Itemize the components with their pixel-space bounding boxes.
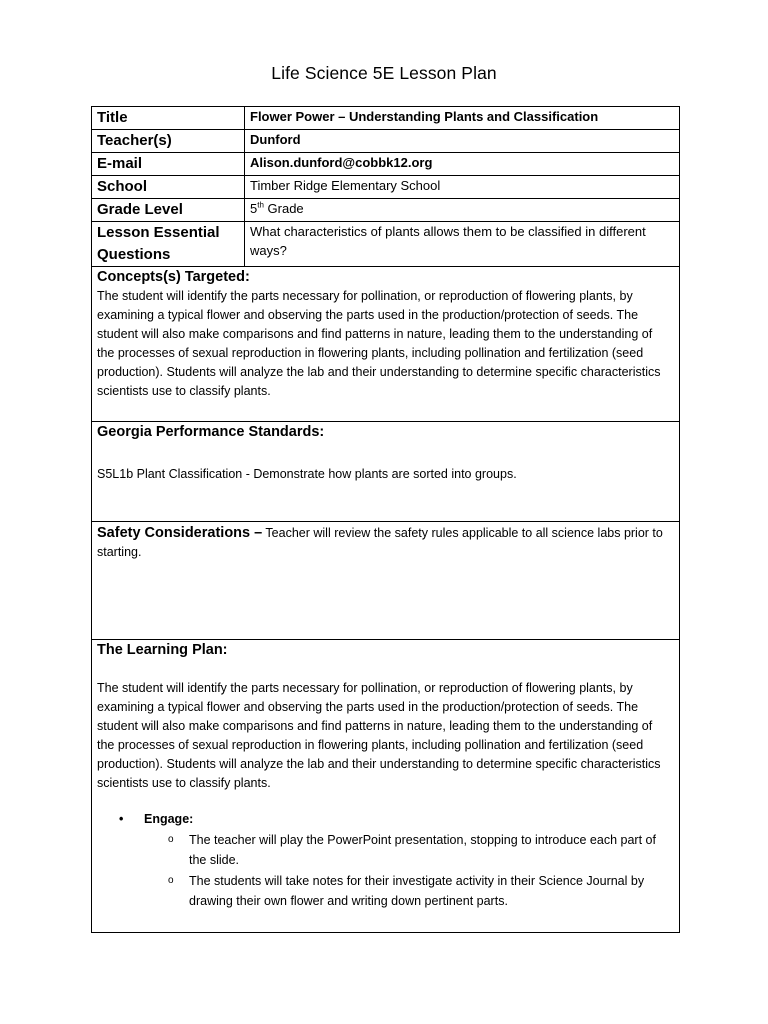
table-row-essential-questions xyxy=(92,222,680,267)
list-item xyxy=(97,871,679,912)
engage-item-text: The students will take notes for their investigate activity in their Science Journal by drawing their own flower and writing down pertinent parts. xyxy=(189,873,645,908)
row-value-essential-questions: What characteristics of plants allows them to be classified in different ways? xyxy=(245,222,680,267)
engage-item-text: The teacher will play the PowerPoint presentation, stopping to introduce each part of the slide. xyxy=(189,832,656,867)
document-title: Life Science 5E Lesson Plan xyxy=(271,63,497,83)
engage-label: Engage: xyxy=(144,812,194,826)
row-value-school: Timber Ridge Elementary School xyxy=(245,176,680,199)
safety-heading: Safety Considerations – xyxy=(97,525,263,541)
grade-word: Grade xyxy=(263,201,304,216)
standards-heading: Georgia Performance Standards: xyxy=(97,424,325,440)
circle-bullet-icon: o xyxy=(168,833,174,845)
section-concepts xyxy=(92,267,680,422)
concepts-heading: Concepts(s) Targeted: xyxy=(97,269,250,285)
learning-plan-heading: The Learning Plan: xyxy=(97,642,228,658)
standards-text: S5L1b Plant Classification - Demonstrate how plants are sorted into groups. xyxy=(97,467,517,481)
row-value-grade xyxy=(245,199,680,222)
row-label: E-mail xyxy=(92,153,245,176)
row-label: Title xyxy=(92,107,245,130)
table-row-teacher xyxy=(92,130,680,153)
learning-plan-text: The student will identify the parts necessary for pollination, or reproduction of flowering plants, by examining a typical flower and observing the parts used in the production/protection of seeds. The student will also make comparisons and find patterns in nature, leading them to the understanding of the processes of sexual reproduction in flowering plants, including pollination and fertilization (seed production). Students will analyze the lab and their understanding to determine specific characteristics scientists use to classify plants. xyxy=(97,681,661,790)
table-row-email xyxy=(92,153,680,176)
section-safety xyxy=(92,522,680,640)
row-value-lesson-title: Flower Power – Understanding Plants and Classification xyxy=(245,107,680,130)
grade-suffix: th xyxy=(257,200,264,210)
list-item-engage xyxy=(97,809,679,830)
safety-text: Teacher will review the safety rules applicable to all science labs prior to starting. xyxy=(97,526,663,559)
row-label: School xyxy=(92,176,245,199)
safety-block xyxy=(97,524,679,562)
concepts-text: The student will identify the parts necessary for pollination, or reproduction of flowering plants, by examining a typical flower and observing the parts used in the production/protection of seeds. The student will also make comparisons and find patterns in nature, leading them to the understanding of the processes of sexual reproduction in flowering plants, including pollination and fertilization (seed production). Students will analyze the lab and their understanding to determine specific characteristics scientists use to classify plants. xyxy=(97,289,661,398)
circle-bullet-icon: o xyxy=(168,874,174,886)
row-label: Lesson Essential Questions xyxy=(92,222,245,267)
table-row-grade xyxy=(92,199,680,222)
section-standards xyxy=(92,422,680,522)
row-label: Teacher(s) xyxy=(92,130,245,153)
list-item xyxy=(97,830,679,871)
table-row-title xyxy=(92,107,680,130)
grade-number: 5 xyxy=(250,201,258,216)
table-row-school xyxy=(92,176,680,199)
lesson-plan-table xyxy=(91,106,680,933)
bullet-icon: • xyxy=(119,812,124,826)
engage-list xyxy=(97,809,679,912)
row-label: Grade Level xyxy=(92,199,245,222)
section-learning-plan xyxy=(92,640,680,933)
row-value-email: Alison.dunford@cobbk12.org xyxy=(245,153,680,176)
row-value-teacher: Dunford xyxy=(245,130,680,153)
